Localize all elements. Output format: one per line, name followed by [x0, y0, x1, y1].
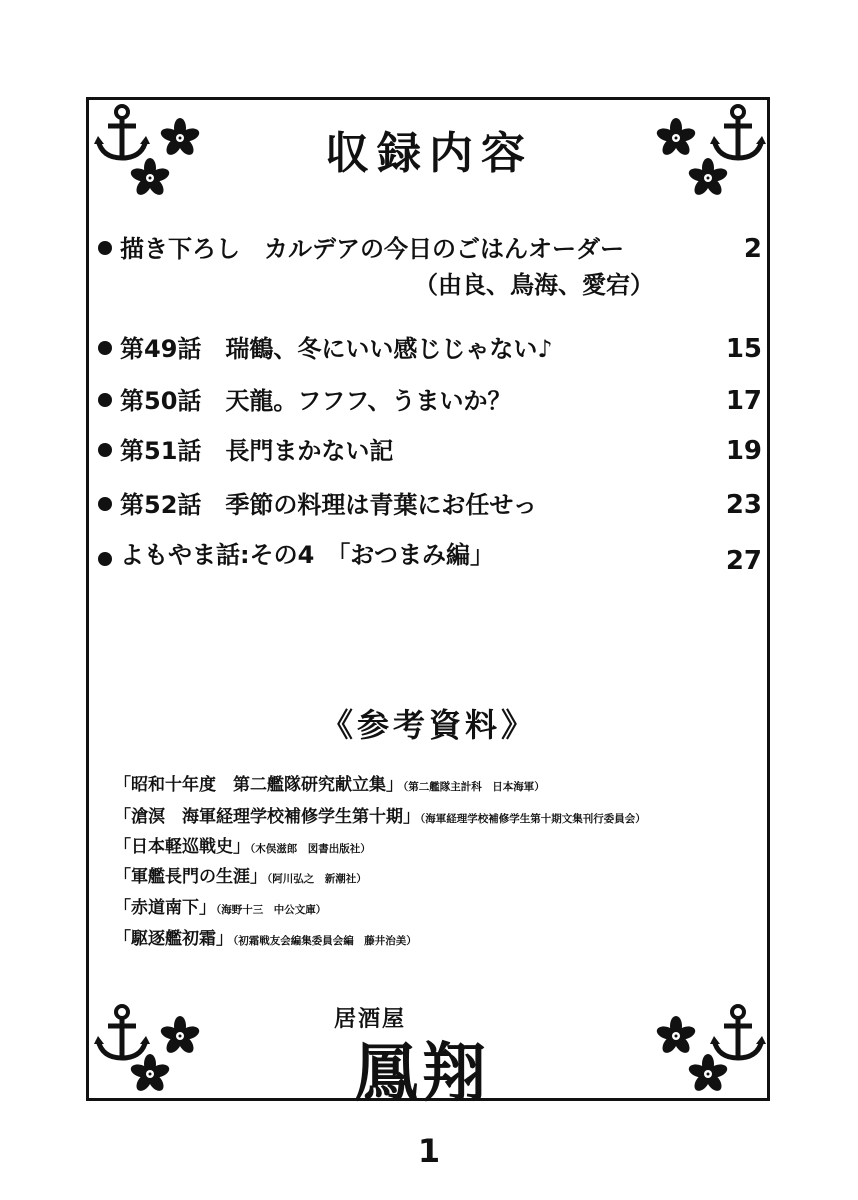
reference-note: （阿川弘之 新潮社） [267, 873, 367, 885]
sakura-icon [656, 1016, 696, 1056]
reference-item [114, 804, 646, 832]
reference-note: （海軍経理学校補修学生第十期文集刊行委員会） [420, 813, 646, 825]
toc-item [96, 232, 762, 266]
reference-title: 「軍艦長門の生涯」 [114, 867, 267, 887]
toc-item [96, 434, 762, 468]
reference-title: 「日本軽巡戦史」 [114, 837, 250, 857]
sakura-icon [688, 1054, 728, 1094]
page-number: 1 [417, 1132, 441, 1170]
reference-item [114, 895, 326, 923]
reference-title: 「滄溟 海軍経理学校補修学生第十期」 [114, 807, 420, 827]
toc-item-page: 27 [725, 546, 762, 576]
bullet-icon [98, 241, 112, 255]
reference-item [114, 834, 371, 862]
reference-title: 「赤道南下」 [114, 898, 216, 918]
bullet-icon [98, 393, 112, 407]
toc-item-page: 2 [743, 234, 762, 264]
toc-item-subtitle: （由良、鳥海、愛宕） [414, 271, 654, 299]
bullet-icon [98, 341, 112, 355]
reference-title: 「駆逐艦初霜」 [114, 929, 233, 949]
bullet-icon [98, 552, 112, 566]
reference-item [114, 864, 367, 892]
references-title: 《参考資料》 [320, 706, 537, 744]
toc-item-title: 第49話 瑞鶴、冬にいい感じじゃない♪ [120, 335, 553, 363]
toc-item-title: よもやま話:その4 「おつまみ編」 [120, 541, 495, 569]
reference-note: （海野十三 中公文庫） [216, 904, 327, 916]
reference-note: （初霜戦友会編集委員会編 藤井治美） [233, 935, 417, 947]
sakura-icon [160, 1016, 200, 1056]
toc-item-title: 第52話 季節の料理は青葉にお任せっ [120, 491, 537, 519]
reference-note: （第二艦隊主計科 日本海軍） [403, 781, 545, 793]
toc-item [96, 538, 762, 576]
toc-item [96, 488, 762, 522]
shop-subtitle: 居酒屋 [334, 1006, 407, 1032]
toc-item-page: 19 [725, 436, 762, 466]
bullet-icon [98, 443, 112, 457]
toc-item-page: 23 [725, 490, 762, 520]
reference-title: 「昭和十年度 第二艦隊研究献立集」 [114, 775, 403, 795]
sakura-icon [130, 1054, 170, 1094]
reference-note: （木俣滋郎 図書出版社） [250, 843, 371, 855]
reference-item [114, 772, 545, 800]
shop-name: 鳳翔 [354, 1036, 490, 1111]
toc-item [96, 332, 762, 366]
toc-item-title: 第50話 天龍。フフフ、うまいか？ [120, 387, 512, 415]
toc-item [96, 384, 762, 418]
page-title: 収録内容 [325, 128, 533, 179]
toc-item-page: 15 [725, 334, 762, 364]
toc-item-page: 17 [725, 386, 762, 416]
toc-item-title: 描き下ろし カルデアの今日のごはんオーダー [120, 235, 624, 263]
reference-item [114, 926, 417, 954]
bullet-icon [98, 497, 112, 511]
toc-item-title: 第51話 長門まかない記 [120, 437, 394, 465]
